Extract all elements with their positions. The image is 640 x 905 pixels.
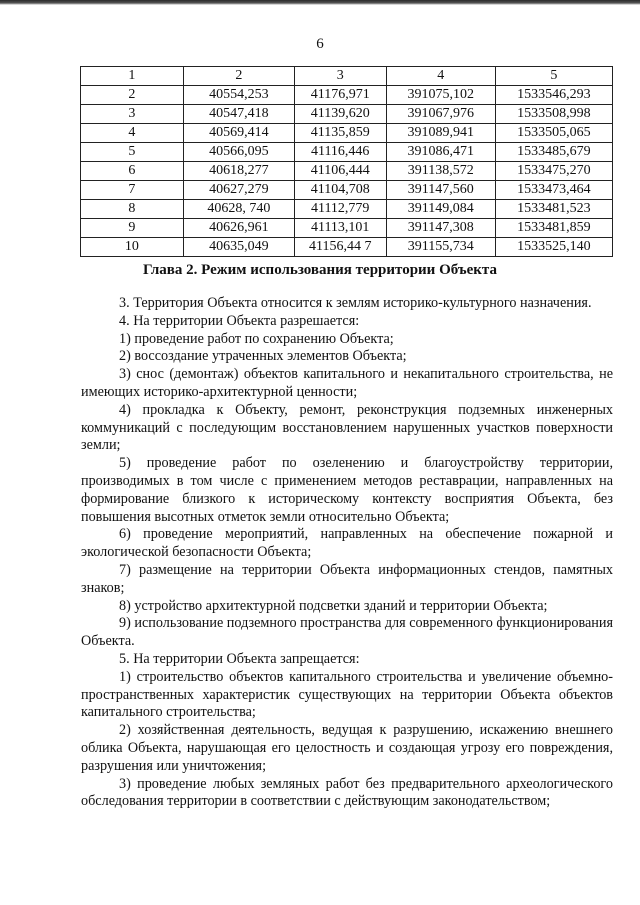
table-row: [81, 200, 613, 219]
paragraph: 4. На территории Объекта разрешается:: [119, 312, 360, 329]
table-cell: 3: [81, 105, 184, 124]
table-cell: 1533485,679: [495, 143, 612, 162]
paragraph: 5) проведение работ по озеленению и благоустройству территории, производимых в том числе с применением методов реставрации, направленных на формирование близкого к историческому контексту восприятия Объекта, без повышения высотных отметок земли относительно Объекта;: [81, 455, 613, 525]
paragraph: 4) прокладка к Объекту, ремонт, реконструкция подземных инженерных коммуникаций с последующим восстановлением нарушенных участков поверхности земли;: [81, 401, 613, 454]
table-cell: 1533525,140: [495, 238, 612, 257]
table-cell: 9: [81, 219, 184, 238]
table-cell: 10: [81, 238, 184, 257]
table-cell: 1533505,065: [495, 124, 612, 143]
table-cell: 1533481,859: [495, 219, 612, 238]
table-cell: 391067,976: [386, 105, 495, 124]
table-cell: 41106,444: [294, 162, 386, 181]
paragraph: 3) проведение любых земляных работ без предварительного археологического обследования территории в соответствии с действующим законодательством;: [81, 775, 613, 810]
coordinates-table: [80, 66, 613, 257]
table-row: [81, 86, 613, 105]
table-cell: 8: [81, 200, 184, 219]
table-cell: 391155,734: [386, 238, 495, 257]
table-cell: 40566,095: [183, 143, 294, 162]
table-cell: 40569,414: [183, 124, 294, 143]
table-cell: 40627,279: [183, 181, 294, 200]
body-text: [81, 295, 613, 811]
table-cell: 40635,049: [183, 238, 294, 257]
paragraph: 1) проведение работ по сохранению Объекта;: [119, 330, 394, 347]
paragraph: 2) хозяйственная деятельность, ведущая к разрушению, искажению внешнего облика Объекта, нарушающая его целостность и создающая угрозу его повреждения, разрушения или уничтожения;: [81, 722, 613, 774]
table-cell: 41139,620: [294, 105, 386, 124]
paragraph: 9) использование подземного пространства для современного функционирования Объекта.: [81, 615, 613, 650]
table-row: [81, 124, 613, 143]
table-cell: 391086,471: [386, 143, 495, 162]
paragraph: 8) устройство архитектурной подсветки зданий и территории Объекта;: [119, 597, 548, 614]
table-cell: 4: [386, 67, 495, 86]
table-cell: 41156,44 7: [294, 238, 386, 257]
table-cell: 40618,277: [183, 162, 294, 181]
page-number: 6: [316, 36, 324, 52]
table-cell: 391138,572: [386, 162, 495, 181]
paragraph: 5. На территории Объекта запрещается:: [119, 650, 360, 667]
table-cell: 391147,560: [386, 181, 495, 200]
table-cell: 5: [81, 143, 184, 162]
table-row: [81, 219, 613, 238]
table-cell: 391149,084: [386, 200, 495, 219]
table-cell: 391089,941: [386, 124, 495, 143]
paragraph: 6) проведение мероприятий, направленных на обеспечение пожарной и экологической безопасности Объекта;: [81, 526, 613, 561]
table-cell: 40628, 740: [183, 200, 294, 219]
table-header-row: [81, 67, 613, 86]
paragraph: 7) размещение на территории Объекта информационных стендов, памятных знаков;: [81, 561, 613, 596]
table-cell: 1533481,523: [495, 200, 612, 219]
table-cell: 40626,961: [183, 219, 294, 238]
table-row: [81, 181, 613, 200]
table-row: [81, 105, 613, 124]
table-cell: 1: [81, 67, 184, 86]
table-cell: 1533473,464: [495, 181, 612, 200]
scan-edge: [0, 0, 640, 5]
table-cell: 391075,102: [386, 86, 495, 105]
table-cell: 41104,708: [294, 181, 386, 200]
paragraph: 1) строительство объектов капитального строительства и увеличение объемно-пространственных характеристик существующих на территории Объекта объектов капитального строительства;: [81, 668, 613, 721]
table-cell: 7: [81, 181, 184, 200]
table-cell: 4: [81, 124, 184, 143]
table-cell: 2: [183, 67, 294, 86]
table-cell: 40554,253: [183, 86, 294, 105]
table-row: [81, 143, 613, 162]
table-cell: 41113,101: [294, 219, 386, 238]
table-cell: 391147,308: [386, 219, 495, 238]
table-cell: 6: [81, 162, 184, 181]
table-cell: 41176,971: [294, 86, 386, 105]
table-cell: 1533508,998: [495, 105, 612, 124]
table-cell: 1533475,270: [495, 162, 612, 181]
paragraph: 3. Территория Объекта относится к землям историко-культурного назначения.: [119, 295, 592, 311]
table-cell: 41116,446: [294, 143, 386, 162]
table-cell: 5: [495, 67, 612, 86]
table-cell: 2: [81, 86, 184, 105]
table-cell: 40547,418: [183, 105, 294, 124]
table-cell: 41112,779: [294, 200, 386, 219]
table-cell: 41135,859: [294, 124, 386, 143]
paragraph: 2) воссоздание утраченных элементов Объекта;: [119, 348, 407, 365]
table-cell: 3: [294, 67, 386, 86]
table-cell: 1533546,293: [495, 86, 612, 105]
table-row: [81, 238, 613, 257]
paragraph: 3) снос (демонтаж) объектов капитального и некапитального строительства, не имеющих историко-архитектурной ценности;: [81, 366, 613, 400]
chapter-title: Глава 2. Режим использования территории Объекта: [143, 262, 497, 278]
table-row: [81, 162, 613, 181]
